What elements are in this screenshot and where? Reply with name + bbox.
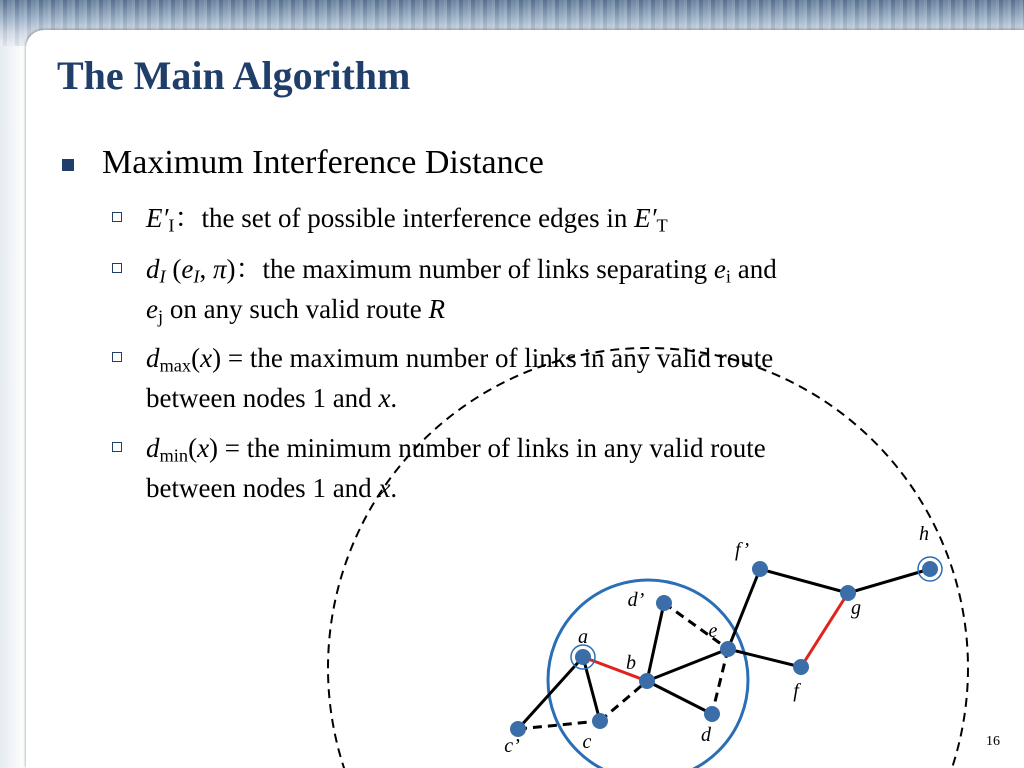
edge-a-c_prime	[518, 657, 583, 729]
node-f_prime	[752, 561, 768, 577]
node-label-f_prime: f’	[734, 539, 750, 561]
page-number: 16	[986, 734, 1000, 749]
edge-f_prime-g	[760, 569, 848, 593]
bullet-main-text: Maximum Interference Distance	[102, 144, 544, 181]
node-label-a: a	[578, 626, 588, 648]
node-label-c_prime: c’	[504, 735, 520, 757]
edge-e-d	[712, 649, 728, 714]
node-label-b: b	[626, 652, 636, 674]
node-c	[592, 713, 608, 729]
edge-b-d_prime	[647, 603, 664, 681]
edge-b-e	[647, 649, 728, 681]
subbullet-4-text: $d_{min}(x)$ = the minimum number of links in any valid route between nodes 1 and x.	[146, 433, 766, 503]
subbullet-2-text: $d_I$ ($e_I$, π)：the maximum number of links separating $e_i$ and $e_j$ on any such valid route R	[146, 254, 777, 327]
node-label-e: e	[708, 620, 718, 642]
edge-e-f_prime	[728, 569, 760, 649]
node-h	[922, 561, 938, 577]
edge-f-g	[801, 593, 848, 667]
node-label-g: g	[851, 597, 861, 619]
node-label-d: d	[701, 724, 711, 746]
edge-a-c	[583, 657, 600, 721]
edge-b-d	[647, 681, 712, 714]
node-label-f: f	[793, 680, 799, 702]
slide-title: The Main Algorithm	[57, 53, 411, 98]
edge-g-h	[848, 569, 930, 593]
labels-layer	[504, 523, 929, 757]
subbullet-3-text: $d_{max}(x)$ = the maximum number of links in any valid route between nodes 1 and x.	[146, 343, 774, 413]
edge-c-b	[600, 681, 647, 721]
node-f	[793, 659, 809, 675]
interference-range-circle	[328, 348, 968, 768]
node-label-d_prime: d’	[627, 589, 645, 611]
subbullet-1-text: $E'_I$：the set of possible interference edges in $E'_T$	[146, 203, 668, 236]
node-a	[575, 649, 591, 665]
node-label-c: c	[582, 731, 592, 753]
node-b	[639, 673, 655, 689]
node-e	[720, 641, 736, 657]
node-d	[704, 706, 720, 722]
node-label-h: h	[919, 523, 929, 545]
edge-e-f	[728, 649, 801, 667]
node-d_prime	[656, 595, 672, 611]
edge-a-b	[583, 657, 647, 681]
